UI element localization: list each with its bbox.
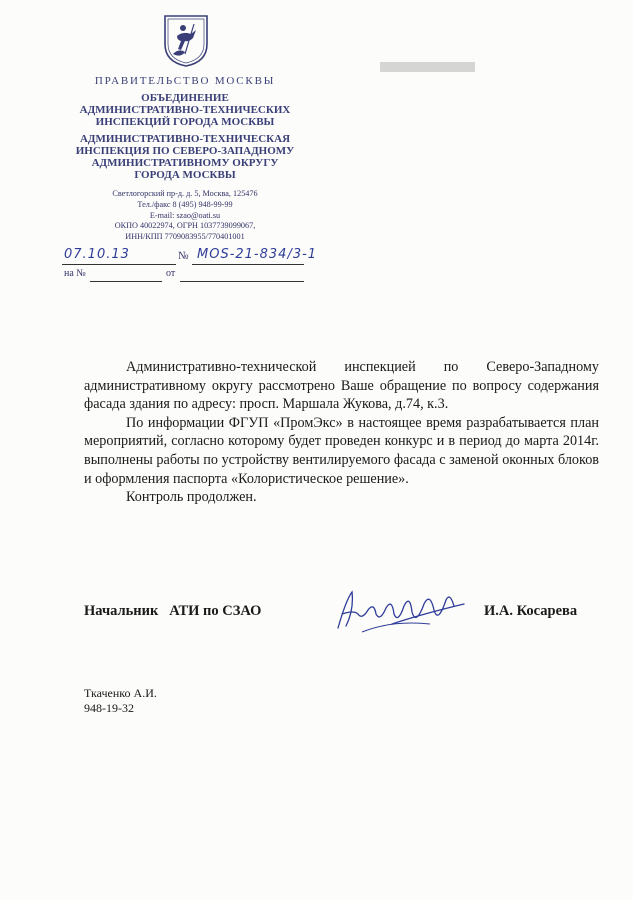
signer-position: Начальник АТИ по СЗАО — [84, 603, 262, 619]
department-name — [40, 133, 330, 181]
reference-date-line — [180, 281, 304, 282]
reference-number-line — [90, 281, 162, 282]
reference-number-label: на № — [64, 268, 86, 279]
address: Светлогорский пр-д. д. 5, Москва, 125476 — [112, 189, 258, 198]
dept-line: АДМИНИСТРАТИВНОМУ ОКРУГУ — [91, 157, 279, 169]
signer-name: И.А. Косарева — [484, 603, 578, 619]
moscow-coat-of-arms-icon — [163, 14, 209, 68]
org-line: АДМИНИСТРАТИВНО-ТЕХНИЧЕСКИХ — [79, 104, 291, 116]
inn: ИНН/КПП 7709083955/770401001 — [125, 232, 245, 242]
dept-line: АДМИНИСТРАТИВНО-ТЕХНИЧЕСКАЯ — [79, 133, 291, 145]
paragraph: Административно-технической инспекцией по Северо-Западному административному округу рассмотрено Ваше обращение по вопросу содержания фасада здания по адресу: просп. Маршала Жукова, д.74, к.3. — [84, 359, 599, 413]
executor-name: Ткаченко А.И. — [84, 686, 157, 700]
registration-date: 07.10.13 — [64, 247, 130, 262]
handwritten-signature — [332, 580, 472, 640]
number-underline — [192, 264, 304, 265]
date-underline — [62, 264, 176, 265]
org-line: ОБЪЕДИНЕНИЕ — [141, 92, 229, 104]
government-title: ПРАВИТЕЛЬСТВО МОСКВЫ — [94, 75, 276, 87]
reference-date-label: от — [166, 268, 176, 279]
okpo: ОКПО 40022974, ОГРН 1037739099067, — [114, 221, 256, 231]
registration-number: МОS-21-834/3-1 — [197, 247, 318, 262]
dept-line: ГОРОДА МОСКВЫ — [134, 169, 236, 181]
paragraph: Контроль продолжен. — [126, 489, 257, 506]
dept-line: ИНСПЕКЦИЯ ПО СЕВЕРО-ЗАПАДНОМУ — [75, 145, 295, 157]
number-label: № — [178, 250, 189, 262]
paragraph: По информации ФГУП «ПромЭкс» в настоящее время разрабатывается план мероприятий, согласно которому будет проведен конкурс и в период до марта 2014г. выполнены работы по устройству вентилируемого фасада с заменой оконных блоков и оформления паспорта «Колористическое решение». — [84, 414, 599, 487]
organization-name — [40, 92, 330, 128]
org-line: ИНСПЕКЦИЙ ГОРОДА МОСКВЫ — [95, 116, 275, 128]
executor-phone: 948-19-32 — [84, 701, 134, 715]
redacted-block — [380, 62, 475, 72]
contact-block — [60, 189, 310, 243]
letter-body — [84, 358, 599, 507]
phone: Тел./факс 8 (495) 948-99-99 — [137, 199, 233, 209]
email: E-mail: szao@oati.su — [149, 210, 221, 220]
